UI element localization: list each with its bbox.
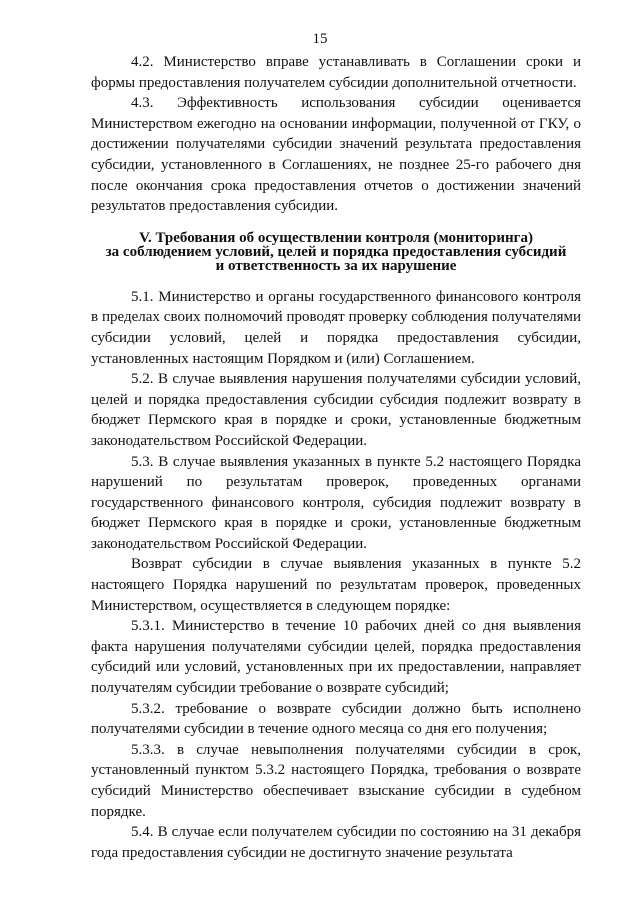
paragraph-return-procedure: Возврат субсидии в случае выявления указанных в пункте 5.2 настоящего Порядка нарушений по результатам проверок, проведенных Министерством, осуществляется в следующем порядке:	[91, 556, 581, 614]
paragraph-5-1: 5.1. Министерство и органы государственного финансового контроля в пределах своих полномочий проводят проверку соблюдения получателями субсидии условий, целей и порядка предоставления субсидии, установленных настоящим Порядком и (или) Соглашением.	[91, 288, 581, 367]
paragraph-4-2: 4.2. Министерство вправе устанавливать в Соглашении сроки и формы предоставления получателем субсидии дополнительной отчетности.	[91, 54, 581, 91]
section-heading-line: V. Требования об осуществлении контроля (мониторинга)	[139, 229, 533, 246]
page-number: 15	[312, 31, 328, 47]
section-heading-line: за соблюдением условий, целей и порядка предоставления субсидий	[105, 243, 567, 260]
document-body	[91, 52, 581, 863]
section-heading	[91, 231, 581, 273]
paragraph-5-3-3: 5.3.3. в случае невыполнения получателями субсидии в срок, установленный пунктом 5.3.2 настоящего Порядка, требования о возврате субсидий Министерство обеспечивает взыскание субсидии в судебном порядке.	[91, 741, 581, 820]
section-heading-line: и ответственность за их нарушение	[215, 257, 457, 274]
paragraph-4-3: 4.3. Эффективность использования субсидии оценивается Министерством ежегодно на основании информации, полученной от ГКУ, о достижении получателями субсидии значений результата предоставления субсидии, установленного в Соглашениях, не позднее 25-го рабочего дня после окончания срока предоставления отчетов о достижении значений результатов предоставления субсидии.	[91, 95, 581, 215]
paragraph-5-2: 5.2. В случае выявления нарушения получателями субсидии условий, целей и порядка предоставления субсидии субсидия подлежит возврату в бюджет Пермского края в порядке и сроки, установленные бюджетным законодательством Российской Федерации.	[91, 371, 581, 449]
paragraph-5-3-1: 5.3.1. Министерство в течение 10 рабочих дней со дня выявления факта нарушения получателями субсидии целей, порядка предоставления субсидий или условий, установленных при их предоставлении, направляет получателям субсидии требование о возврате субсидий;	[91, 618, 581, 697]
paragraph-5-4: 5.4. В случае если получателем субсидии по состоянию на 31 декабря года предоставления субсидии не достигнуто значение результата	[91, 824, 581, 861]
paragraph-5-3: 5.3. В случае выявления указанных в пункте 5.2 настоящего Порядка нарушений по результатам проверок, проведенных органами государственного финансового контроля, субсидия подлежит возврату в бюджет Пермского края в порядке и сроки, установленные бюджетным законодательством Российской Федерации.	[91, 453, 581, 552]
paragraph-5-3-2: 5.3.2. требование о возврате субсидии должно быть исполнено получателями субсидии в течение одного месяца со дня его получения;	[91, 700, 581, 738]
